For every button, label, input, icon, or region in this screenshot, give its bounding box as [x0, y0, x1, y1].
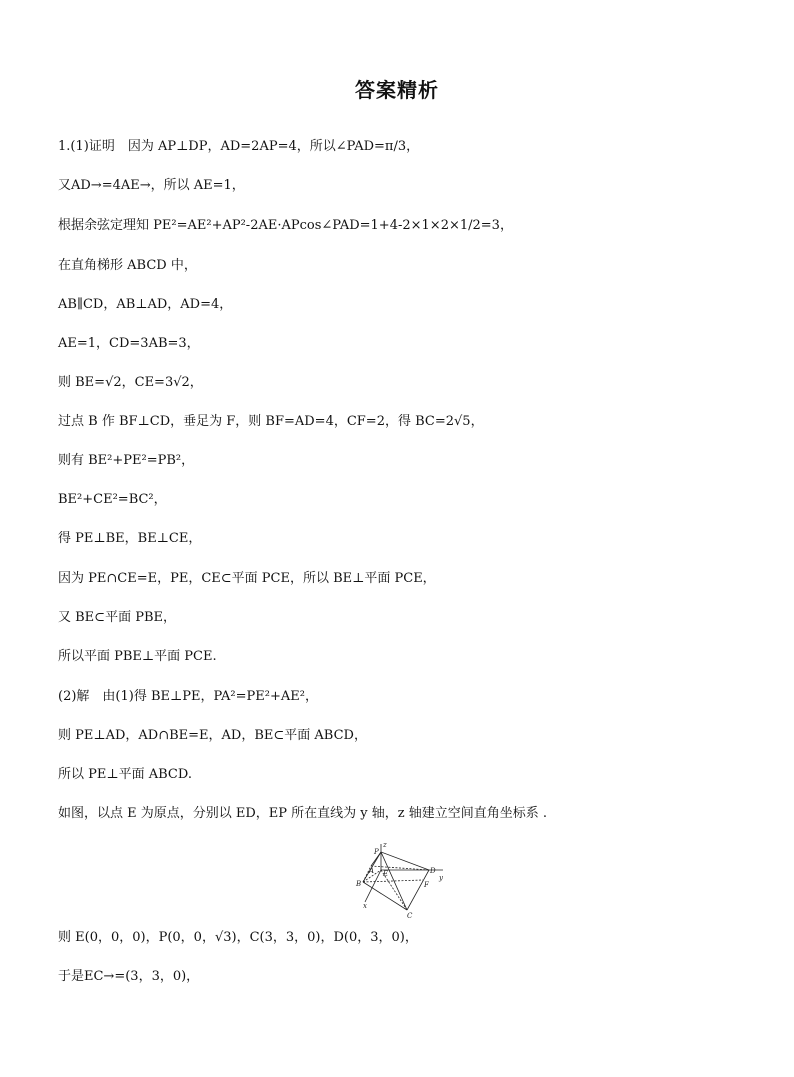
text-line: 因为 PE∩CE=E，PE，CE⊂平面 PCE，所以 BE⊥平面 PCE， — [58, 571, 436, 586]
label-c: C — [407, 912, 413, 920]
label-e: E — [383, 870, 389, 878]
page-title: 答案精析 — [355, 78, 439, 102]
text-line: 所以 PE⊥平面 ABCD. — [58, 767, 192, 782]
text-line: 则 E(0，0，0)，P(0，0，√3)，C(3，3，0)，D(0，3，0)， — [58, 930, 418, 945]
label-x: x — [363, 902, 367, 910]
coordinate-diagram — [343, 840, 451, 920]
text-line: BE²+CE²=BC²， — [58, 492, 167, 507]
text-line: 则 PE⊥AD，AD∩BE=E，AD，BE⊂平面 ABCD， — [58, 728, 367, 743]
text-line: AB∥CD，AB⊥AD，AD=4， — [58, 297, 233, 312]
text-line: 于是EC→=(3，3，0)， — [58, 969, 200, 984]
text-line: (2)解 由(1)得 BE⊥PE，PA²=PE²+AE²， — [58, 689, 318, 704]
text-line: 得 PE⊥BE，BE⊥CE， — [58, 531, 202, 546]
text-line: 根据余弦定理知 PE²=AE²+AP²-2AE·APcos∠PAD=1+4-2×1×2×1/2=3， — [58, 218, 513, 233]
label-d: D — [430, 867, 436, 875]
text-line: 如图，以点 E 为原点，分别以 ED，EP 所在直线为 y 轴，z 轴建立空间直角坐标系 . — [58, 806, 548, 821]
text-line: 则 BE=√2，CE=3√2， — [58, 375, 203, 390]
text-line: 则有 BE²+PE²=PB²， — [58, 453, 195, 468]
text-line: 在直角梯形 ABCD 中， — [58, 258, 197, 273]
label-f: F — [424, 881, 429, 889]
text-line: 又 BE⊂平面 PBE， — [58, 610, 176, 625]
label-b: B — [356, 880, 362, 888]
label-z: z — [383, 841, 387, 849]
geometry-figure — [343, 840, 451, 920]
label-y: y — [439, 874, 443, 882]
label-a: A — [369, 867, 375, 875]
text-line: 1.(1)证明 因为 AP⊥DP，AD=2AP=4，所以∠PAD=π/3， — [58, 139, 420, 154]
text-line: 过点 B 作 BF⊥CD，垂足为 F，则 BF=AD=4，CF=2，得 BC=2√5， — [58, 414, 484, 429]
label-p: P — [374, 848, 379, 856]
text-line: 所以平面 PBE⊥平面 PCE. — [58, 649, 217, 664]
text-line: AE=1，CD=3AB=3， — [58, 336, 200, 351]
text-line: 又AD→=4AE→，所以 AE=1， — [58, 178, 245, 193]
